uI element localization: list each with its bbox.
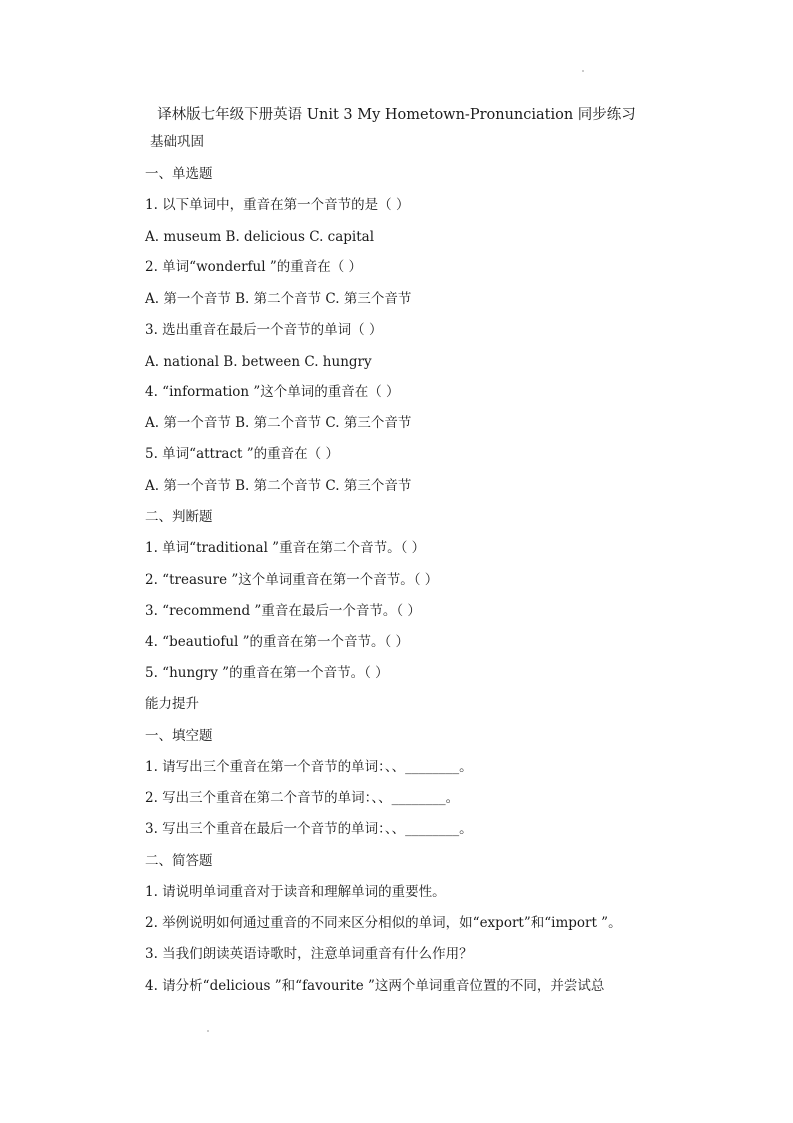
mc-options-5: A. 第一个音节 B. 第二个音节 C. 第三个音节 xyxy=(145,478,412,494)
mc-options-4: A. 第一个音节 B. 第二个音节 C. 第三个音节 xyxy=(145,415,412,431)
fill-item-2: 2. 写出三个重音在第二个音节的单词：、、________。 xyxy=(145,790,460,806)
fill-item-3: 3. 写出三个重音在最后一个音节的单词：、、________。 xyxy=(145,821,473,837)
tf-item-2: 2. “treasure ”这个单词重音在第一个音节。（ ） xyxy=(145,572,439,588)
fill-item-1: 1. 请写出三个重音在第一个音节的单词：、、________。 xyxy=(145,759,473,775)
part1-heading: 一、单选题 xyxy=(145,166,213,182)
mc-question-4: 4. “information ”这个单词的重音在（ ） xyxy=(145,384,400,400)
tf-item-1: 1. 单词“traditional ”重音在第二个音节。（ ） xyxy=(145,540,426,556)
part2-heading: 二、判断题 xyxy=(145,509,213,525)
part3-heading: 一、填空题 xyxy=(145,728,213,744)
short-item-1: 1. 请说明单词重音对于读音和理解单词的重要性。 xyxy=(145,884,446,900)
mc-options-2: A. 第一个音节 B. 第二个音节 C. 第三个音节 xyxy=(145,291,412,307)
section-advanced: 能力提升 xyxy=(145,696,199,712)
tf-item-3: 3. “recommend ”重音在最后一个音节。（ ） xyxy=(145,603,421,619)
worksheet-title: 译林版七年级下册英语 Unit 3 My Hometown-Pronunciation 同步练习 xyxy=(157,107,636,123)
short-item-2: 2. 举例说明如何通过重音的不同来区分相似的单词，如“export”和“import ”。 xyxy=(145,915,622,931)
mc-question-5: 5. 单词“attract ”的重音在（ ） xyxy=(145,446,339,462)
short-item-4: 4. 请分析“delicious ”和“favourite ”这两个单词重音位置的不同，并尝试总 xyxy=(145,978,605,994)
scan-dot xyxy=(207,1030,209,1032)
tf-item-5: 5. “hungry ”的重音在第一个音节。（ ） xyxy=(145,665,389,681)
scan-dot xyxy=(582,70,584,72)
tf-item-4: 4. “beautioful ”的重音在第一个音节。（ ） xyxy=(145,634,410,650)
mc-options-3: A. national B. between C. hungry xyxy=(145,354,372,370)
part4-heading: 二、简答题 xyxy=(145,853,213,869)
mc-question-3: 3. 选出重音在最后一个音节的单词（ ） xyxy=(145,322,383,338)
short-item-3: 3. 当我们朗读英语诗歌时，注意单词重音有什么作用？ xyxy=(145,946,473,962)
mc-question-2: 2. 单词“wonderful ”的重音在（ ） xyxy=(145,259,363,275)
mc-question-1: 1. 以下单词中，重音在第一个音节的是（ ） xyxy=(145,197,410,213)
mc-options-1: A. museum B. delicious C. capital xyxy=(145,229,375,245)
section-basic: 基础巩固 xyxy=(150,134,204,150)
